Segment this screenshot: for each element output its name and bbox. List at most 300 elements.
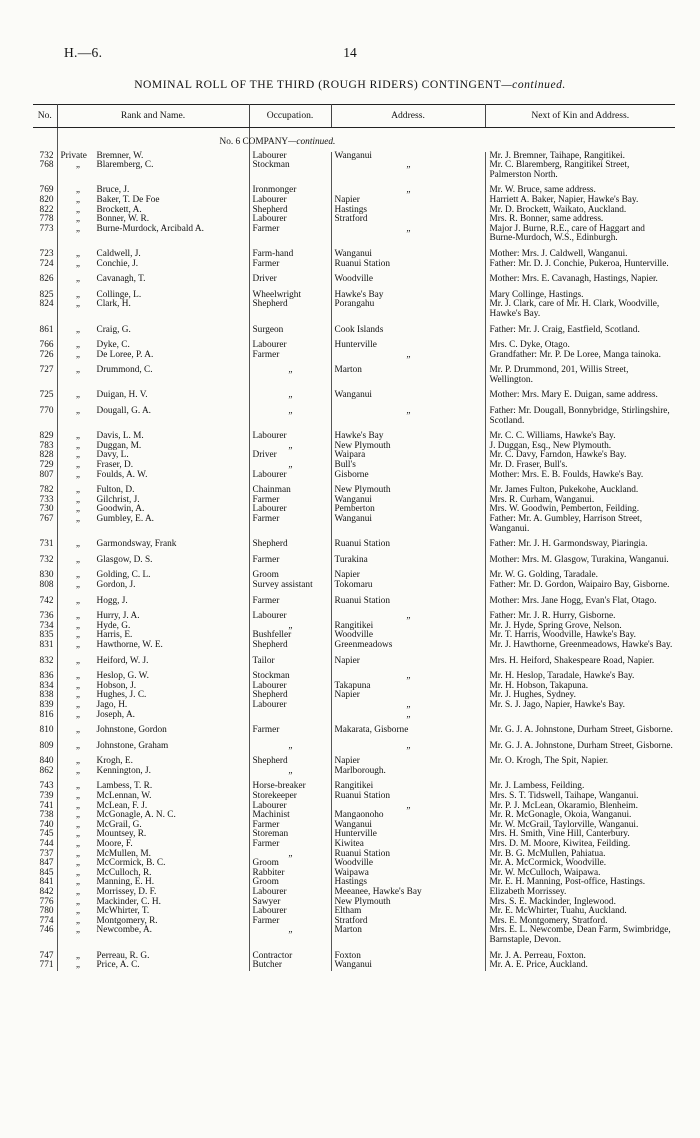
cell-next-of-kin: Mrs. E. L. Newcombe, Dean Farm, Swimbridge, Barnstaple, Devon. bbox=[489, 925, 671, 945]
table-row bbox=[33, 351, 675, 361]
cell-rank-name bbox=[57, 672, 249, 682]
cell-number: 828 bbox=[33, 451, 57, 461]
cell-occupation: Stockman bbox=[249, 161, 331, 180]
cell-address: Napier bbox=[331, 196, 485, 206]
cell-number: 824 bbox=[33, 300, 57, 319]
cell-number: 724 bbox=[33, 260, 57, 270]
cell-rank-name bbox=[57, 782, 249, 792]
cell-rank: „ bbox=[75, 877, 82, 888]
cell-next-of-kin: Mr. E. McWhirter, Tuahu, Auckland. bbox=[489, 906, 627, 917]
cell-name: Johnstone, Graham bbox=[96, 740, 169, 751]
cell-address: Marlborough. bbox=[331, 767, 485, 777]
cell-next-of-kin: Mr. C. Blaremberg, Rangitikei Street, Palmerston North. bbox=[489, 160, 630, 180]
cell-address: Tokomaru bbox=[331, 581, 485, 591]
cell-address: Hastings bbox=[331, 206, 485, 216]
cell-rank: „ bbox=[75, 810, 82, 821]
cell-name: Duggan, M. bbox=[96, 440, 142, 451]
table-row bbox=[33, 726, 675, 736]
cell-rank: „ bbox=[75, 554, 82, 565]
cell-rank-name bbox=[57, 206, 249, 216]
cell-number: 839 bbox=[33, 701, 57, 711]
column-header-rank-name: Rank and Name. bbox=[57, 105, 249, 128]
cell-rank: „ bbox=[75, 274, 82, 285]
cell-occupation: Shepherd bbox=[249, 691, 331, 701]
cell-name: Collinge, L. bbox=[96, 289, 142, 300]
document-title bbox=[0, 78, 700, 91]
cell-next-of-kin: Father: Mr. D. J. Conchie, Pukeroa, Hunterville. bbox=[489, 258, 669, 269]
table-body bbox=[33, 128, 675, 971]
cell-number: 732 bbox=[33, 152, 57, 162]
cell-rank: „ bbox=[75, 570, 82, 581]
cell-address: Hunterville bbox=[331, 830, 485, 840]
cell-rank: „ bbox=[75, 460, 82, 471]
cell-next-of-kin: Mother: Mrs. M. Glasgow, Turakina, Wanganui. bbox=[489, 554, 669, 565]
cell-number: 741 bbox=[33, 802, 57, 812]
cell-name: Perreau, R. G. bbox=[96, 950, 150, 961]
cell-address: Foxton bbox=[331, 952, 485, 962]
cell-next-of-kin: Mr. A. McCormick, Woodville. bbox=[489, 858, 607, 869]
cell-address: Woodville bbox=[331, 859, 485, 869]
cell-number: 742 bbox=[33, 597, 57, 607]
cell-address: „ bbox=[331, 742, 485, 752]
cell-number: 776 bbox=[33, 898, 57, 908]
page-reference: H.—6. bbox=[64, 45, 103, 60]
cell-occupation: Sawyer bbox=[249, 898, 331, 908]
cell-address: Wanganui bbox=[331, 250, 485, 260]
cell-occupation: Farmer bbox=[249, 225, 331, 244]
cell-name: Fraser, D. bbox=[96, 460, 134, 471]
cell-rank: „ bbox=[75, 848, 82, 859]
cell-occupation: „ bbox=[249, 850, 331, 860]
cell-rank-name bbox=[57, 196, 249, 206]
cell-rank-name bbox=[57, 225, 249, 244]
cell-occupation: Contractor bbox=[249, 952, 331, 962]
cell-rank: „ bbox=[75, 299, 82, 310]
column-header-next-of-kin: Next of Kin and Address. bbox=[485, 105, 675, 128]
cell-occupation: Farmer bbox=[249, 821, 331, 831]
cell-name: Dougall, G. A. bbox=[96, 406, 151, 417]
document-title-continued: —continued. bbox=[501, 78, 566, 91]
cell-occupation: Labourer bbox=[249, 215, 331, 225]
cell-next-of-kin: Mr. G. J. A. Johnstone, Durham Street, Gisborne. bbox=[489, 740, 673, 751]
cell-rank-name bbox=[57, 926, 249, 945]
table-row bbox=[33, 926, 675, 945]
cell-name: McGrail, G. bbox=[96, 819, 142, 830]
cell-number: 726 bbox=[33, 351, 57, 361]
cell-occupation: Labourer bbox=[249, 152, 331, 162]
table-row bbox=[33, 581, 675, 591]
cell-next-of-kin: Major J. Burne, R.E., care of Haggart and Burne-Murdoch, W.S., Edinburgh. bbox=[489, 223, 645, 244]
cell-address: Wanganui bbox=[331, 961, 485, 971]
cell-address: Mangaonoho bbox=[331, 811, 485, 821]
cell-occupation: Labourer bbox=[249, 682, 331, 692]
cell-name: Clark, H. bbox=[96, 299, 131, 310]
cell-address: Meeanee, Hawke's Bay bbox=[331, 888, 485, 898]
cell-address: Napier bbox=[331, 757, 485, 767]
cell-address: Wanganui bbox=[331, 821, 485, 831]
cell-next-of-kin bbox=[485, 767, 675, 777]
cell-address: Rangitikei bbox=[331, 622, 485, 632]
cell-occupation: Farmer bbox=[249, 597, 331, 607]
cell-number: 743 bbox=[33, 782, 57, 792]
cell-name: Mountsey, R. bbox=[96, 829, 147, 840]
company-heading bbox=[219, 128, 675, 152]
cell-rank: „ bbox=[75, 469, 82, 480]
cell-address: Wanganui bbox=[331, 391, 485, 401]
cell-next-of-kin: Mrs. D. M. Moore, Kiwitea, Feilding. bbox=[489, 839, 631, 850]
cell-occupation: Farm-hand bbox=[249, 250, 331, 260]
cell-rank-name bbox=[57, 161, 249, 180]
cell-next-of-kin: Mr. E. H. Manning, Post-office, Hastings. bbox=[489, 877, 646, 888]
cell-rank-name bbox=[57, 515, 249, 534]
cell-rank-name bbox=[57, 622, 249, 632]
cell-name: Heiford, W. J. bbox=[96, 655, 149, 666]
cell-name: Cavanagh, T. bbox=[96, 274, 146, 285]
cell-occupation: Groom bbox=[249, 859, 331, 869]
cell-occupation: Bushfeller bbox=[249, 631, 331, 641]
cell-rank: „ bbox=[75, 887, 82, 897]
cell-rank-name bbox=[57, 612, 249, 622]
cell-occupation: Labourer bbox=[249, 701, 331, 711]
cell-rank-name bbox=[57, 657, 249, 667]
cell-address: Ruanui Station bbox=[331, 260, 485, 270]
cell-next-of-kin: Mr. J. Lambess, Feilding. bbox=[489, 781, 585, 792]
cell-name: Price, A. C. bbox=[96, 960, 140, 971]
cell-rank: „ bbox=[75, 791, 82, 802]
cell-name: McMullen, M. bbox=[96, 848, 151, 859]
cell-next-of-kin: Mrs. C. Dyke, Otago. bbox=[489, 340, 570, 351]
cell-number: 773 bbox=[33, 225, 57, 244]
cell-next-of-kin: Mr. James Fulton, Pukekohe, Auckland. bbox=[489, 485, 639, 496]
cell-name: Bonner, W. R. bbox=[96, 214, 150, 225]
cell-number: 771 bbox=[33, 961, 57, 971]
cell-next-of-kin: Mr. D. Brockett, Waikato, Auckland. bbox=[489, 204, 627, 215]
column-header-address: Address. bbox=[331, 105, 485, 128]
cell-rank: „ bbox=[75, 539, 82, 550]
cell-rank: „ bbox=[75, 639, 82, 650]
cell-rank: „ bbox=[75, 194, 82, 205]
cell-name: Lambess, T. R. bbox=[96, 781, 153, 792]
cell-rank: „ bbox=[75, 781, 82, 792]
cell-number: 782 bbox=[33, 486, 57, 496]
cell-rank-name bbox=[57, 432, 249, 442]
cell-number: 825 bbox=[33, 291, 57, 301]
cell-address: „ bbox=[331, 351, 485, 361]
cell-number: 736 bbox=[33, 612, 57, 622]
cell-number: 830 bbox=[33, 571, 57, 581]
cell-address: Porangahu bbox=[331, 300, 485, 319]
document-title-text: NOMINAL ROLL OF THE THIRD (ROUGH RIDERS) CONTINGENT bbox=[134, 78, 502, 91]
cell-number: 747 bbox=[33, 952, 57, 962]
cell-number: 847 bbox=[33, 859, 57, 869]
cell-rank-name bbox=[57, 300, 249, 319]
cell-rank: „ bbox=[75, 324, 82, 335]
cell-occupation: Butcher bbox=[249, 961, 331, 971]
cell-address: „ bbox=[331, 672, 485, 682]
cell-number: 729 bbox=[33, 461, 57, 471]
cell-occupation: Labourer bbox=[249, 196, 331, 206]
cell-rank-name bbox=[57, 767, 249, 777]
cell-rank-name bbox=[57, 898, 249, 908]
cell-occupation: Labourer bbox=[249, 907, 331, 917]
cell-next-of-kin: Mr. G. J. A. Johnstone, Durham Street, Gisborne. bbox=[489, 725, 673, 736]
cell-number: 835 bbox=[33, 631, 57, 641]
cell-rank: „ bbox=[75, 906, 82, 917]
cell-number: 783 bbox=[33, 442, 57, 452]
cell-name: Gumbley, E. A. bbox=[96, 514, 154, 524]
cell-rank-name bbox=[57, 701, 249, 711]
cell-name: Hughes, J. C. bbox=[96, 690, 147, 701]
cell-address: Wanganui bbox=[331, 152, 485, 162]
cell-occupation: Shepherd bbox=[249, 540, 331, 550]
cell-name: Bruce, J. bbox=[96, 185, 130, 196]
cell-number: 841 bbox=[33, 878, 57, 888]
cell-next-of-kin: Father: Mr. Dougall, Bonnybridge, Stirlingshire, Scotland. bbox=[489, 406, 670, 426]
cell-occupation: Shepherd bbox=[249, 757, 331, 767]
cell-rank: „ bbox=[75, 950, 82, 961]
cell-occupation: „ bbox=[249, 461, 331, 471]
cell-rank: „ bbox=[75, 858, 82, 869]
cell-occupation: „ bbox=[249, 622, 331, 632]
cell-rank-name bbox=[57, 407, 249, 426]
cell-address: Hunterville bbox=[331, 341, 485, 351]
cell-rank: „ bbox=[75, 349, 82, 360]
cell-rank: „ bbox=[75, 839, 82, 850]
cell-number: 723 bbox=[33, 250, 57, 260]
cell-name: Hurry, J. A. bbox=[96, 611, 140, 622]
cell-number: 740 bbox=[33, 821, 57, 831]
cell-name: Golding, C. L. bbox=[96, 570, 151, 581]
cell-address: Gisborne bbox=[331, 471, 485, 481]
cell-number: 808 bbox=[33, 581, 57, 591]
cell-name: Blaremberg, C. bbox=[96, 160, 154, 171]
cell-occupation: „ bbox=[249, 767, 331, 777]
cell-rank: „ bbox=[75, 340, 82, 351]
cell-address: „ bbox=[331, 711, 485, 721]
cell-rank: „ bbox=[75, 819, 82, 830]
table-row bbox=[33, 711, 675, 721]
cell-next-of-kin: Mrs. R. Bonner, same address. bbox=[489, 214, 604, 225]
cell-address: Ruanui Station bbox=[331, 792, 485, 802]
cell-rank: „ bbox=[75, 655, 82, 666]
cell-occupation: Shepherd bbox=[249, 641, 331, 651]
cell-name: McCulloch, R. bbox=[96, 867, 152, 878]
cell-number: 768 bbox=[33, 161, 57, 180]
cell-rank: „ bbox=[75, 514, 82, 524]
cell-next-of-kin: Mr. C. C. Williams, Hawke's Bay. bbox=[489, 431, 616, 442]
cell-next-of-kin: Mr. D. Fraser, Bull's. bbox=[489, 460, 568, 471]
cell-number: 745 bbox=[33, 830, 57, 840]
cell-rank: „ bbox=[75, 494, 82, 505]
cell-occupation: Groom bbox=[249, 571, 331, 581]
cell-number: 730 bbox=[33, 505, 57, 515]
cell-next-of-kin: Mrs. S. E. Mackinder, Inglewood. bbox=[489, 896, 616, 907]
cell-next-of-kin: Mr. J. Hughes, Sydney. bbox=[489, 690, 576, 701]
table-row bbox=[33, 225, 675, 244]
cell-next-of-kin: Father: Mr. J. R. Hurry, Gisborne. bbox=[489, 611, 616, 622]
cell-name: Dyke, C. bbox=[96, 340, 130, 351]
cell-name: Hobson, J. bbox=[96, 680, 137, 691]
table-header-row bbox=[33, 105, 675, 128]
cell-next-of-kin: Father: Mr. D. Gordon, Waipairo Bay, Gisborne. bbox=[489, 579, 670, 590]
table-row bbox=[33, 161, 675, 180]
cell-name: Newcombe, A. bbox=[96, 925, 153, 936]
cell-name: De Loree, P. A. bbox=[96, 349, 154, 360]
cell-rank: „ bbox=[75, 485, 82, 496]
cell-rank-name bbox=[57, 952, 249, 962]
cell-rank: „ bbox=[75, 867, 82, 878]
cell-next-of-kin: Mr. O. Krogh, The Spit, Napier. bbox=[489, 756, 609, 767]
cell-rank-name bbox=[57, 471, 249, 481]
cell-rank: „ bbox=[75, 709, 82, 720]
cell-address: „ bbox=[331, 802, 485, 812]
cell-number: 725 bbox=[33, 391, 57, 401]
cell-name: Craig, G. bbox=[96, 324, 131, 335]
cell-name: Goodwin, A. bbox=[96, 504, 145, 515]
cell-address: Waipawa bbox=[331, 869, 485, 879]
cell-number: 816 bbox=[33, 711, 57, 721]
cell-next-of-kin: Mr. J. Hawthorne, Greenmeadows, Hawke's Bay. bbox=[489, 639, 673, 650]
cell-number: 829 bbox=[33, 432, 57, 442]
cell-rank: „ bbox=[75, 915, 82, 926]
cell-number: 809 bbox=[33, 742, 57, 752]
cell-address: Woodville bbox=[331, 275, 485, 285]
cell-rank-name bbox=[57, 711, 249, 721]
page-number: 14 bbox=[343, 45, 357, 60]
cell-rank-name bbox=[57, 391, 249, 401]
cell-address: Hawke's Bay bbox=[331, 291, 485, 301]
cell-address: Cook Islands bbox=[331, 326, 485, 336]
cell-address: Bull's bbox=[331, 461, 485, 471]
cell-number: 731 bbox=[33, 540, 57, 550]
table-row bbox=[33, 961, 675, 971]
cell-name: Harris, E. bbox=[96, 630, 133, 641]
cell-rank-name bbox=[57, 442, 249, 452]
cell-next-of-kin: Mr. H. Hobson, Takapuna. bbox=[489, 680, 589, 691]
cell-occupation: Farmer bbox=[249, 556, 331, 566]
cell-name: Montgomery, R. bbox=[96, 915, 158, 926]
cell-occupation: Farmer bbox=[249, 260, 331, 270]
cell-number: 733 bbox=[33, 496, 57, 506]
cell-next-of-kin: Mr. H. Heslop, Taradale, Hawke's Bay. bbox=[489, 671, 635, 682]
cell-number: 840 bbox=[33, 757, 57, 767]
cell-occupation: Labourer bbox=[249, 802, 331, 812]
cell-occupation: Labourer bbox=[249, 432, 331, 442]
cell-occupation: „ bbox=[249, 366, 331, 385]
cell-occupation: Farmer bbox=[249, 917, 331, 927]
cell-rank: „ bbox=[75, 611, 82, 622]
cell-rank-name bbox=[57, 366, 249, 385]
cell-address: Wanganui bbox=[331, 515, 485, 534]
cell-occupation: Farmer bbox=[249, 726, 331, 736]
cell-number: 770 bbox=[33, 407, 57, 426]
cell-address: Marton bbox=[331, 926, 485, 945]
cell-rank-name bbox=[57, 597, 249, 607]
cell-address: „ bbox=[331, 225, 485, 244]
cell-rank-name bbox=[57, 540, 249, 550]
cell-number: 769 bbox=[33, 186, 57, 196]
cell-address: Waipara bbox=[331, 451, 485, 461]
cell-address: Hastings bbox=[331, 878, 485, 888]
cell-occupation: „ bbox=[249, 742, 331, 752]
cell-next-of-kin: Mr. B. G. McMullen, Pahiatua. bbox=[489, 848, 606, 859]
cell-number: 734 bbox=[33, 622, 57, 632]
cell-rank: „ bbox=[75, 406, 82, 417]
cell-occupation: Storekeeper bbox=[249, 792, 331, 802]
cell-next-of-kin: Mr. S. J. Jago, Napier, Hawke's Bay. bbox=[489, 699, 625, 710]
table-row bbox=[33, 300, 675, 319]
cell-rank-name bbox=[57, 742, 249, 752]
cell-rank-name bbox=[57, 830, 249, 840]
cell-next-of-kin: J. Duggan, Esq., New Plymouth. bbox=[489, 440, 612, 451]
cell-next-of-kin bbox=[485, 711, 675, 721]
cell-rank-name bbox=[57, 571, 249, 581]
cell-name: Morrissey, D. F. bbox=[96, 887, 157, 897]
table-row bbox=[33, 326, 675, 336]
cell-next-of-kin: Mr. J. A. Perreau, Foxton. bbox=[489, 950, 586, 961]
cell-next-of-kin: Father: Mr. A. Gumbley, Harrison Street, Wanganui. bbox=[489, 514, 643, 534]
company-heading-text: No. 6 COMPANY bbox=[219, 137, 289, 147]
cell-next-of-kin: Mr. W. G. Golding, Taradale. bbox=[489, 570, 598, 581]
cell-rank: „ bbox=[75, 390, 82, 401]
cell-rank: „ bbox=[75, 740, 82, 751]
cell-rank-name bbox=[57, 840, 249, 850]
cell-address: Takapuna bbox=[331, 682, 485, 692]
cell-address: Turakina bbox=[331, 556, 485, 566]
cell-next-of-kin: Mr. J. Clark, care of Mr. H. Clark, Woodville, Hawke's Bay. bbox=[489, 299, 660, 319]
cell-occupation: Rabbiter bbox=[249, 869, 331, 879]
cell-occupation: Ironmonger bbox=[249, 186, 331, 196]
cell-next-of-kin: Mr. P. J. McLean, Okaramio, Blenheim. bbox=[489, 800, 638, 811]
cell-next-of-kin: Mother: Mrs. J. Caldwell, Wanganui. bbox=[489, 248, 628, 259]
cell-number: 807 bbox=[33, 471, 57, 481]
cell-name: Jago, H. bbox=[96, 699, 128, 710]
cell-number: 826 bbox=[33, 275, 57, 285]
cell-name: Burne-Murdock, Arcibald A. bbox=[96, 223, 204, 234]
cell-number: 738 bbox=[33, 811, 57, 821]
cell-occupation: Farmer bbox=[249, 840, 331, 850]
cell-rank-name bbox=[57, 556, 249, 566]
cell-next-of-kin: Grandfather: Mr. P. De Loree, Manga tainoka. bbox=[489, 349, 661, 360]
cell-address: „ bbox=[331, 161, 485, 180]
cell-next-of-kin: Father: Mr. J. Craig, Eastfield, Scotland. bbox=[489, 324, 640, 335]
cell-address: Makarata, Gisborne bbox=[331, 726, 485, 736]
cell-occupation: „ bbox=[249, 407, 331, 426]
cell-rank-name bbox=[57, 496, 249, 506]
cell-number: 836 bbox=[33, 672, 57, 682]
cell-rank: Private bbox=[60, 150, 87, 161]
cell-number: 831 bbox=[33, 641, 57, 651]
cell-name: Gilchrist, J. bbox=[96, 494, 140, 505]
cell-occupation: Survey assistant bbox=[249, 581, 331, 591]
cell-next-of-kin: Mother: Mrs. Jane Hogg, Evan's Flat, Otago. bbox=[489, 595, 657, 606]
cell-next-of-kin: Mr. W. McCulloch, Waipawa. bbox=[489, 867, 601, 878]
cell-rank-name bbox=[57, 859, 249, 869]
cell-occupation: Driver bbox=[249, 275, 331, 285]
cell-address: Napier bbox=[331, 657, 485, 667]
cell-rank-name bbox=[57, 461, 249, 471]
cell-name: Hyde, G. bbox=[96, 620, 131, 631]
cell-rank: „ bbox=[75, 765, 82, 776]
cell-occupation: „ bbox=[249, 442, 331, 452]
cell-rank: „ bbox=[75, 699, 82, 710]
cell-name: Garmondsway, Frank bbox=[96, 539, 177, 550]
cell-number: 767 bbox=[33, 515, 57, 534]
cell-address: Stratford bbox=[331, 215, 485, 225]
cell-rank: „ bbox=[75, 204, 82, 215]
cell-address: Wanganui bbox=[331, 496, 485, 506]
cell-rank: „ bbox=[75, 504, 82, 515]
